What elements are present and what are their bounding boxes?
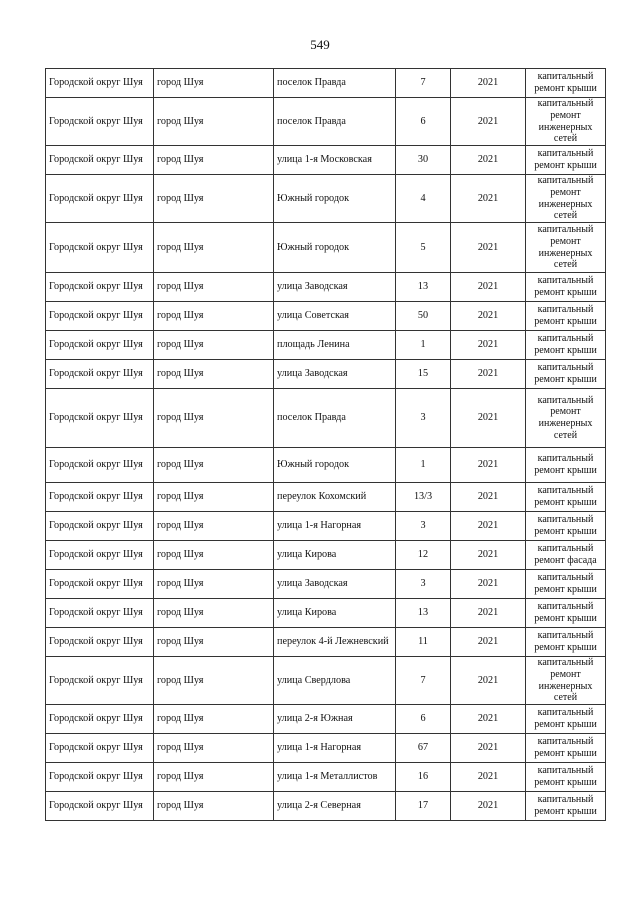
house-number-cell: 7 [396,657,451,705]
table-row [46,763,606,792]
year-cell: 2021 [451,389,526,448]
municipality-cell: Городской округ Шуя [46,763,154,792]
street-cell: улица 2-я Южная [274,705,396,734]
house-number-cell: 3 [396,389,451,448]
city-cell: город Шуя [154,146,274,175]
table-row [46,483,606,512]
year-cell: 2021 [451,146,526,175]
city-cell: город Шуя [154,273,274,302]
municipality-cell: Городской округ Шуя [46,389,154,448]
year-cell: 2021 [451,302,526,331]
house-number-cell: 15 [396,360,451,389]
city-cell: город Шуя [154,175,274,223]
work-type-cell: капитальный ремонт крыши [526,705,606,734]
city-cell: город Шуя [154,483,274,512]
street-cell: улица Свердлова [274,657,396,705]
city-cell: город Шуя [154,302,274,331]
municipality-cell: Городской округ Шуя [46,146,154,175]
house-number-cell: 3 [396,512,451,541]
house-number-cell: 6 [396,705,451,734]
city-cell: город Шуя [154,360,274,389]
house-number-cell: 3 [396,570,451,599]
year-cell: 2021 [451,628,526,657]
table-row [46,705,606,734]
street-cell: улица Заводская [274,570,396,599]
municipality-cell: Городской округ Шуя [46,331,154,360]
table-row [46,541,606,570]
municipality-cell: Городской округ Шуя [46,483,154,512]
work-type-cell: капитальный ремонт крыши [526,360,606,389]
city-cell: город Шуя [154,599,274,628]
house-number-cell: 50 [396,302,451,331]
house-number-cell: 67 [396,734,451,763]
table-row [46,273,606,302]
street-cell: поселок Правда [274,69,396,98]
table-row [46,360,606,389]
city-cell: город Шуя [154,657,274,705]
city-cell: город Шуя [154,223,274,273]
street-cell: поселок Правда [274,389,396,448]
municipality-cell: Городской округ Шуя [46,734,154,763]
municipality-cell: Городской округ Шуя [46,98,154,146]
work-type-cell: капитальный ремонт крыши [526,302,606,331]
municipality-cell: Городской округ Шуя [46,69,154,98]
street-cell: улица Кирова [274,599,396,628]
work-type-cell: капитальный ремонт крыши [526,792,606,821]
year-cell: 2021 [451,541,526,570]
work-type-cell: капитальный ремонт крыши [526,483,606,512]
house-number-cell: 30 [396,146,451,175]
work-type-cell: капитальный ремонт инженерных сетей [526,98,606,146]
page-number: 549 [310,37,330,52]
city-cell: город Шуя [154,98,274,146]
table-row [46,628,606,657]
work-type-cell: капитальный ремонт крыши [526,331,606,360]
work-type-cell: капитальный ремонт крыши [526,69,606,98]
work-type-cell: капитальный ремонт крыши [526,512,606,541]
street-cell: улица Заводская [274,273,396,302]
municipality-cell: Городской округ Шуя [46,541,154,570]
street-cell: Южный городок [274,175,396,223]
table-row [46,570,606,599]
street-cell: улица 2-я Северная [274,792,396,821]
city-cell: город Шуя [154,448,274,483]
city-cell: город Шуя [154,792,274,821]
year-cell: 2021 [451,98,526,146]
table-row [46,331,606,360]
house-number-cell: 5 [396,223,451,273]
municipality-cell: Городской округ Шуя [46,273,154,302]
year-cell: 2021 [451,223,526,273]
house-number-cell: 11 [396,628,451,657]
work-type-cell: капитальный ремонт крыши [526,146,606,175]
municipality-cell: Городской округ Шуя [46,599,154,628]
year-cell: 2021 [451,657,526,705]
work-type-cell: капитальный ремонт крыши [526,763,606,792]
work-type-cell: капитальный ремонт крыши [526,599,606,628]
city-cell: город Шуя [154,705,274,734]
year-cell: 2021 [451,763,526,792]
municipality-cell: Городской округ Шуя [46,223,154,273]
municipality-cell: Городской округ Шуя [46,657,154,705]
house-number-cell: 16 [396,763,451,792]
table-row [46,302,606,331]
year-cell: 2021 [451,175,526,223]
year-cell: 2021 [451,705,526,734]
work-type-cell: капитальный ремонт крыши [526,273,606,302]
table-row [46,98,606,146]
table-row [46,657,606,705]
street-cell: улица 1-я Московская [274,146,396,175]
house-number-cell: 13/3 [396,483,451,512]
city-cell: город Шуя [154,628,274,657]
city-cell: город Шуя [154,331,274,360]
house-number-cell: 1 [396,448,451,483]
work-type-cell: капитальный ремонт крыши [526,448,606,483]
street-cell: улица 1-я Металлистов [274,763,396,792]
municipality-cell: Городской округ Шуя [46,448,154,483]
city-cell: город Шуя [154,389,274,448]
municipality-cell: Городской округ Шуя [46,175,154,223]
work-type-cell: капитальный ремонт крыши [526,734,606,763]
house-number-cell: 12 [396,541,451,570]
table-row [46,792,606,821]
city-cell: город Шуя [154,570,274,599]
house-number-cell: 17 [396,792,451,821]
municipality-cell: Городской округ Шуя [46,512,154,541]
municipality-cell: Городской округ Шуя [46,792,154,821]
house-number-cell: 4 [396,175,451,223]
year-cell: 2021 [451,448,526,483]
street-cell: улица 1-я Нагорная [274,512,396,541]
street-cell: поселок Правда [274,98,396,146]
house-number-cell: 13 [396,599,451,628]
year-cell: 2021 [451,360,526,389]
city-cell: город Шуя [154,763,274,792]
work-type-cell: капитальный ремонт инженерных сетей [526,175,606,223]
table-row [46,448,606,483]
city-cell: город Шуя [154,69,274,98]
work-type-cell: капитальный ремонт инженерных сетей [526,223,606,273]
street-cell: переулок 4-й Лежневский [274,628,396,657]
street-cell: улица Советская [274,302,396,331]
table-row [46,146,606,175]
street-cell: переулок Кохомский [274,483,396,512]
city-cell: город Шуя [154,541,274,570]
street-cell: улица Кирова [274,541,396,570]
municipality-cell: Городской округ Шуя [46,570,154,599]
house-number-cell: 1 [396,331,451,360]
city-cell: город Шуя [154,512,274,541]
municipality-cell: Городской округ Шуя [46,705,154,734]
street-cell: Южный городок [274,448,396,483]
year-cell: 2021 [451,331,526,360]
work-type-cell: капитальный ремонт инженерных сетей [526,389,606,448]
work-type-cell: капитальный ремонт фасада [526,541,606,570]
table-row [46,223,606,273]
house-number-cell: 7 [396,69,451,98]
work-type-cell: капитальный ремонт крыши [526,570,606,599]
year-cell: 2021 [451,512,526,541]
street-cell: улица Заводская [274,360,396,389]
table-row [46,734,606,763]
work-type-cell: капитальный ремонт инженерных сетей [526,657,606,705]
table-body [46,69,606,821]
year-cell: 2021 [451,483,526,512]
table-row [46,512,606,541]
street-cell: площадь Ленина [274,331,396,360]
table-row [46,175,606,223]
year-cell: 2021 [451,599,526,628]
street-cell: улица 1-я Нагорная [274,734,396,763]
year-cell: 2021 [451,570,526,599]
repair-schedule-table [45,68,606,821]
year-cell: 2021 [451,273,526,302]
work-type-cell: капитальный ремонт крыши [526,628,606,657]
year-cell: 2021 [451,69,526,98]
house-number-cell: 6 [396,98,451,146]
year-cell: 2021 [451,734,526,763]
table-row [46,599,606,628]
table-row [46,69,606,98]
city-cell: город Шуя [154,734,274,763]
municipality-cell: Городской округ Шуя [46,360,154,389]
year-cell: 2021 [451,792,526,821]
street-cell: Южный городок [274,223,396,273]
house-number-cell: 13 [396,273,451,302]
table-row [46,389,606,448]
municipality-cell: Городской округ Шуя [46,302,154,331]
municipality-cell: Городской округ Шуя [46,628,154,657]
